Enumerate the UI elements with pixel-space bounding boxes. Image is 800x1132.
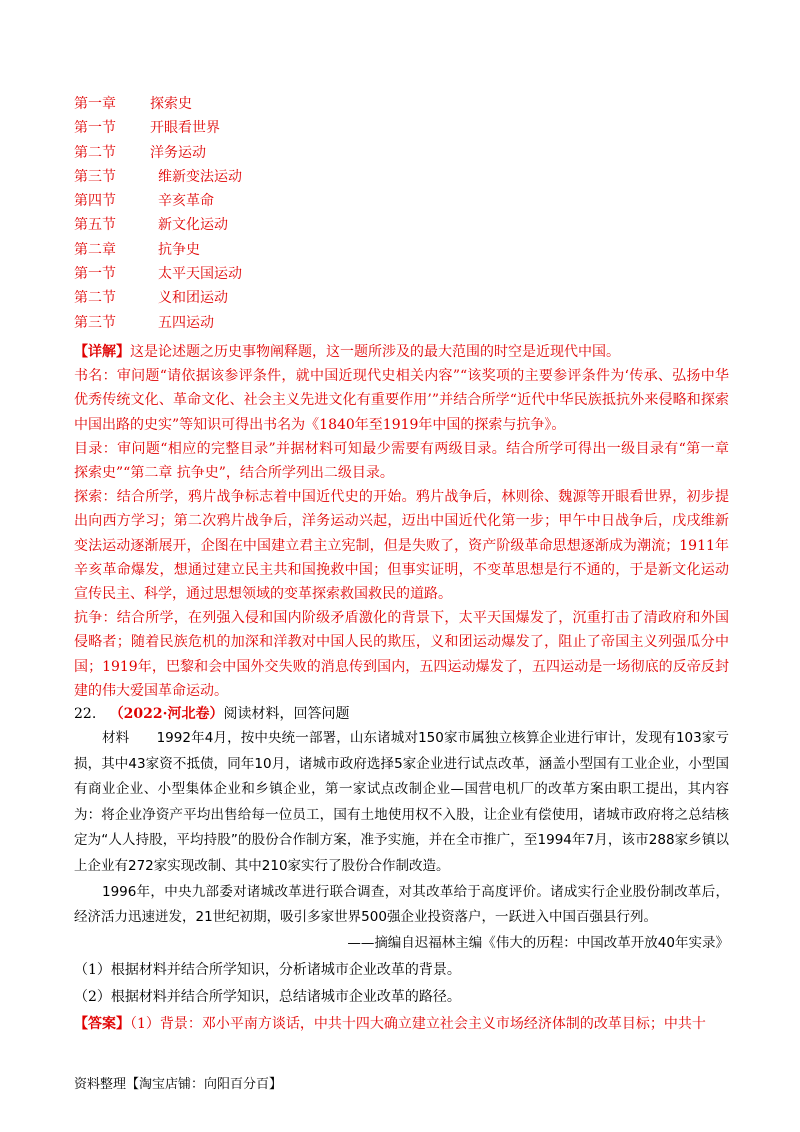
toc-label: 第一节 — [74, 266, 116, 283]
toc-row — [74, 286, 228, 310]
analysis-struggle: 抗争：结合所学，在列强入侵和国内阶级矛盾激化的背景下，太平天国爆发了，沉重打击了清政府和外国侵略者；随着民族危机的加深和洋教对中国人民的欺压，义和团运动爆发了，阻止了帝国主义列强瓜分中国；1919年，巴黎和会中国外交失败的消息传到国内，五四运动爆发了，五四运动是一场彻底的反帝反封建的伟大爱国革命运动。 — [74, 610, 729, 699]
toc-label: 第四节 — [74, 193, 116, 210]
answer-text: （1）背景：邓小平南方谈话，中共十四大确立建立社会主义市场经济体制的改革目标；中共十 — [130, 1016, 706, 1033]
question-source: （2022·河北卷） — [109, 706, 224, 722]
analysis-catalog: 目录：审问题“相应的完整目录”并据材料可知最少需要有两级目录。结合所学可得出一级目录有“第一章 探索史”“第二章 抗争史”，结合所学列出二级目录。 — [74, 440, 743, 482]
toc-row — [74, 189, 214, 213]
analysis-tag: 【详解】 — [74, 344, 130, 360]
toc-title: 义和团运动 — [158, 290, 228, 307]
toc-label: 第一节 — [74, 120, 116, 137]
analysis-intro — [74, 340, 729, 364]
toc-title: 开眼看世界 — [150, 120, 220, 137]
answer — [74, 1012, 729, 1036]
toc-row — [74, 238, 200, 262]
toc-row — [74, 311, 214, 335]
material-paragraph-1: 材料 1992年4月，按中央统一部署，山东诸城对150家市属独立核算企业进行审计，发现有103家亏损，其中43家资不抵债，同年10月，诸城市政府选择5家企业进行试点改革，涵盖小型国有工业企业，小型国有商业企业、小型集体企业和乡镇企业，第一家试点改制企业—国营电机厂的改革方案由职工提出，其内容为：将企业净资产平均出售给每一位员工，国有土地使用权不入股，让企业有偿使用，诸城市政府将之总结核定为“人人持股，平均持股”的股份合作制方案，准予实施，并在全市推广，至1994年7月，该市288家乡镇以上企业有272家实现改制、其中210家实行了股份合作制改造。 — [74, 730, 729, 874]
toc-row — [74, 262, 242, 286]
subquestion-2: （2）根据材料并结合所学知识，总结诸城市企业改革的路径。 — [74, 989, 461, 1006]
subquestion-1: （1）根据材料并结合所学知识，分析诸城市企业改革的背景。 — [74, 962, 461, 979]
toc-row — [74, 213, 228, 237]
toc-title: 抗争史 — [158, 241, 200, 258]
toc-label: 第三节 — [74, 168, 116, 185]
toc-title: 太平天国运动 — [158, 266, 242, 283]
toc-label: 第二节 — [74, 144, 116, 161]
analysis-section — [74, 340, 743, 703]
answer-tag: 【答案】 — [74, 1016, 130, 1033]
toc-row — [74, 116, 220, 140]
table-of-contents — [74, 92, 242, 335]
toc-row — [74, 141, 206, 165]
footer-note: 资料整理【淘宝店铺：向阳百分百】 — [74, 1077, 283, 1092]
toc-title: 辛亥革命 — [158, 193, 214, 210]
toc-title: 新文化运动 — [158, 217, 228, 234]
toc-row — [74, 165, 242, 189]
analysis-intro-text: 这是论述题之历史事物阐释题，这一题所涉及的最大范围的时空是近现代中国。 — [130, 344, 620, 360]
question-number: 22. — [74, 706, 97, 722]
toc-row — [74, 92, 192, 116]
toc-title: 维新变法运动 — [158, 168, 242, 185]
toc-title: 五四运动 — [158, 314, 214, 331]
toc-title: 洋务运动 — [150, 144, 206, 161]
question-prompt: 阅读材料，回答问题 — [223, 706, 350, 722]
question-header — [74, 702, 729, 726]
material-source: ——摘编自迟福林主编《伟大的历程：中国改革开放40年实录》 — [347, 934, 729, 951]
toc-label: 第二章 — [74, 241, 116, 258]
toc-label: 第五节 — [74, 217, 116, 234]
question-22 — [74, 702, 729, 1036]
toc-label: 第一章 — [74, 96, 116, 112]
analysis-explore: 探索：结合所学，鸦片战争标志着中国近代史的开始。鸦片战争后，林则徐、魏源等开眼看世界，初步提出向西方学习；第二次鸦片战争后，洋务运动兴起，迈出中国近代化第一步；甲午中日战争后，戊戌维新变法运动逐渐展开，企图在中国建立君主立宪制，但是失败了，资产阶级革命思想逐渐成为潮流；1911年辛亥革命爆发，想通过建立民主共和国挽救中国；但事实证明，不变革思想是行不通的，于是新文化运动宣传民主、科学，通过思想领域的变革探索救国救民的道路。 — [74, 489, 729, 603]
toc-title: 探索史 — [150, 96, 192, 112]
toc-label: 第三节 — [74, 314, 116, 331]
analysis-book: 书名：审问题“请依据该参评条件，就中国近现代史相关内容”“该奖项的主要参评条件为‘传承、弘扬中华优秀传统文化、革命文化、社会主义先进文化有重要作用’”并结合所学“近代中华民族抵抗外来侵略和探索中国出路的史实”等知识可得出书名为《1840年至1919年中国的探索与抗争》。 — [74, 368, 729, 433]
material-paragraph-2: 1996年，中央九部委对诸城改革进行联合调查，对其改革给于高度评价。诸成实行企业股份制改革后，经济活力迅速迸发，21世纪初期，吸引多家世界500强企业投资落户，一跃进入中国百强县行列。 — [74, 883, 729, 926]
toc-label: 第二节 — [74, 290, 116, 307]
